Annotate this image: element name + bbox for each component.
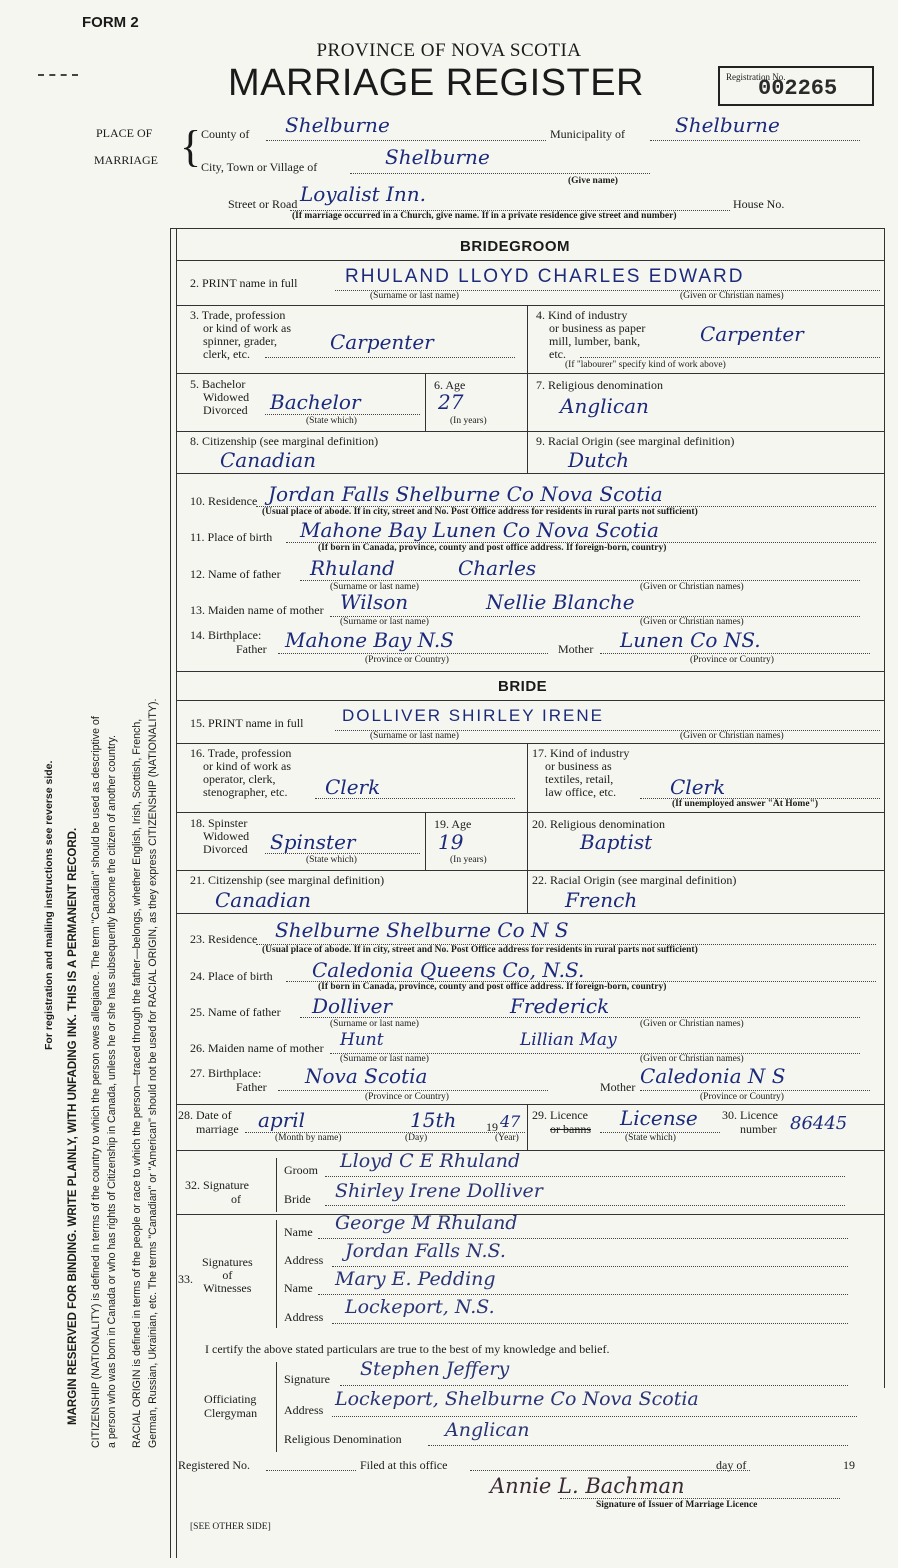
groom-mother-given-label: (Given or Christian names) [640,617,744,627]
groom-residence-value: Jordan Falls Shelburne Co Nova Scotia [268,482,663,506]
frame-right [884,228,885,1388]
witness2-address-line [332,1323,848,1324]
witness1-name-line [318,1238,848,1239]
bride-sig-label: Bride [284,1192,311,1206]
bride-status-note: (State which) [306,855,357,865]
t: 32. Signature [185,1178,249,1192]
t: 29. Licence [532,1108,588,1122]
clergy-address-label: Address [284,1403,324,1417]
bride-father-surname-label: (Surname or last name) [330,1019,419,1029]
rule [176,913,884,914]
bracket [276,1220,277,1328]
witness1-address: Jordan Falls N.S. [345,1240,506,1262]
groom-industry-value: Carpenter [700,322,804,346]
rule [176,743,884,744]
rule [176,305,884,306]
bride-age-value: 19 [438,830,464,854]
rule [176,1150,884,1151]
groom-given-label: (Given or Christian names) [680,291,784,301]
bride-mother-given: Lillian May [520,1030,617,1050]
bride-citizenship-value: Canadian [215,888,312,912]
groom-mother-label: 13. Maiden name of mother [190,603,324,617]
bride-father-bp-note: (Province or Country) [365,1092,449,1102]
groom-racial-label: 9. Racial Origin (see marginal definition) [536,434,735,448]
witness2-name-label: Name [284,1281,313,1295]
groom-industry-note: (If "labourer" specify kind of work above) [565,360,726,370]
clergy-label [204,1392,257,1420]
county-label: County of [201,127,250,141]
registered-no-line [266,1470,356,1471]
bride-birthplace-note: (If born in Canada, province, county and post office address. If foreign-born, country) [318,982,667,992]
bride-name-value: DOLLIVER SHIRLEY IRENE [342,706,604,725]
groom-father-surname: Rhuland [310,556,395,580]
bride-father-bp-value: Nova Scotia [305,1064,428,1088]
bride-father-surname: Dolliver [312,994,392,1018]
groom-trade-line [265,357,515,358]
bride-racial-label: 22. Racial Origin (see marginal definition) [532,873,737,887]
bride-father-given-label: (Given or Christian names) [640,1019,744,1029]
t: 5. Bachelor [190,377,246,391]
bracket [276,1362,277,1452]
groom-birthplace-value: Mahone Bay Lunen Co Nova Scotia [300,518,659,542]
give-name-note: (Give name) [568,176,618,186]
bride-age-label: 19. Age [434,817,472,831]
groom-mother-given: Nellie Blanche [486,590,635,614]
col-divider [425,812,426,870]
marriage-month: april [258,1108,306,1132]
bride-birthplace-parents-label: 27. Birthplace: [190,1066,262,1080]
t: Officiating [204,1392,257,1406]
clergy-sig-label: Signature [284,1372,330,1386]
groom-father-surname-label: (Surname or last name) [330,582,419,592]
t: 17. Kind of industry [532,746,630,760]
witness2-name: Mary E. Pedding [335,1268,496,1290]
bride-religion-label: 20. Religious denomination [532,817,665,831]
rule [176,260,884,261]
street-note: (If marriage occurred in a Church, give name. If in a private residence give street and number) [292,211,677,221]
t: Divorced [203,403,248,417]
registered-no-label: Registered No. [178,1458,250,1472]
groom-industry-label [536,309,645,361]
bride-residence-value: Shelburne Shelburne Co N S [275,918,569,942]
bride-citizenship-label: 21. Citizenship (see marginal definition) [190,873,385,887]
county-value: Shelburne [285,113,390,137]
issuer-signature: Annie L. Bachman [490,1474,685,1498]
bride-industry-value: Clerk [670,775,726,799]
t: operator, clerk, [203,772,276,786]
t: Widowed [203,390,250,404]
bride-religion-value: Baptist [580,830,653,854]
margin-line-4: a person who was born in Canada or who has rights of Citizenship in Canada, unless he or she has subsequently become the citizen of another country. [106,735,118,1448]
margin-line-2: MARGIN RESERVED FOR BINDING. WRITE PLAINLY, WITH UNFADING INK. THIS IS A PERMANENT RECORD. [67,827,79,1425]
margin-line-6: German, Russian, Ukrainian, etc. The terms "Canadian" or "American" should not be used for RACIAL ORIGIN, as they express CITIZENSHIP (NATIONALITY). [147,698,159,1448]
rule [176,1104,884,1105]
groom-name-value: RHULAND LLOYD CHARLES EDWARD [345,266,745,287]
witness1-address-label: Address [284,1253,324,1267]
rule [176,373,884,374]
groom-name-label [190,276,297,291]
form-number: FORM 2 [82,14,139,31]
frame-left [170,228,171,1558]
frame-left-inner [176,228,177,1558]
groom-father-label: 12. Name of father [190,567,281,581]
place-brace: { [180,122,202,171]
groom-industry-line [580,357,880,358]
municipality-value: Shelburne [675,113,780,137]
day-label: (Day) [405,1133,428,1143]
t: textiles, retail, [545,772,614,786]
groom-age-value: 27 [438,390,464,414]
groom-father-given: Charles [458,556,537,580]
t: mill, lumber, bank, [549,334,641,348]
street-value: Loyalist Inn. [300,182,427,206]
bride-mother-bp-line [640,1090,870,1091]
margin-mark [38,74,78,76]
issuer-label: Signature of Issuer of Marriage Licence [596,1500,758,1510]
place-label-1: PLACE OF [96,126,153,140]
groom-father-bp-value: Mahone Bay N.S [285,628,454,652]
groom-mother-bp-label: Mother [558,642,594,656]
t: of [222,1268,233,1282]
groom-father-bp-label: Father [236,642,267,656]
bride-mother-surname: Hunt [340,1030,384,1050]
certify-statement: I certify the above stated particulars are true to the best of my knowledge and belief. [205,1342,610,1356]
bride-mother-label: 26. Maiden name of mother [190,1041,324,1055]
t: marriage [196,1122,239,1136]
groom-sig-label: Groom [284,1163,318,1177]
witness1-address-line [332,1266,848,1267]
witness1-name: George M Rhuland [335,1212,518,1234]
t: Widowed [203,829,250,843]
bride-mother-given-label: (Given or Christian names) [640,1054,744,1064]
bridegroom-heading: BRIDEGROOM [460,238,570,255]
groom-father-line [300,580,860,581]
bride-industry-label [532,747,629,799]
t: 16. Trade, profession [190,746,292,760]
month-label: (Month by name) [275,1133,342,1143]
groom-trade-value: Carpenter [330,330,434,354]
bride-mother-bp-label: Mother [600,1080,636,1094]
groom-mother-bp-line [600,653,870,654]
col-divider [425,373,426,431]
bride-mother-bp-value: Caledonia N S [640,1064,786,1088]
t: etc. [549,347,566,361]
margin-line-1: For registration and mailing instructions see reverse side. [43,760,55,1050]
bride-trade-label [190,747,291,799]
clergy-religion-label: Religious Denomination [284,1432,402,1446]
bride-mother-bp-note: (Province or Country) [700,1092,784,1102]
rule [176,671,884,672]
groom-mother-bp-note: (Province or Country) [690,655,774,665]
province-heading: PROVINCE OF NOVA SCOTIA [316,40,582,61]
bride-residence-note: (Usual place of abode. If in city, street and No. Post Office address for residents in rural parts not sufficient) [262,945,698,955]
clergy-religion-line [428,1445,848,1446]
bride-mother-surname-label: (Surname or last name) [340,1054,429,1064]
licence-number-value: 86445 [790,1113,848,1134]
groom-age-label: 6. Age [434,378,466,392]
groom-signature: Lloyd C E Rhuland [340,1150,521,1172]
house-label: House No. [733,197,785,211]
issuer-line [560,1498,840,1499]
groom-father-bp-line [278,653,548,654]
bride-father-bp-line [278,1090,548,1091]
t: or kind of work as [203,759,291,773]
witness-label [202,1256,253,1295]
licence-value: License [620,1106,698,1130]
t: 4. Kind of industry [536,308,628,322]
groom-residence-label: 10. Residence [190,494,258,508]
witness2-address-label: Address [284,1310,324,1324]
marriage-year: 47 [500,1112,521,1131]
city-line [350,173,650,174]
bride-trade-value: Clerk [325,775,381,799]
t: Clergyman [204,1406,258,1420]
bride-father-bp-label: Father [236,1080,267,1094]
filed-label: Filed at this office [360,1458,448,1472]
col-divider [527,743,528,913]
municipality-line [650,140,860,141]
rule [176,473,884,474]
groom-status-value: Bachelor [270,390,361,414]
col-divider [527,1104,528,1150]
margin-line-3: CITIZENSHIP (NATIONALITY) is defined in terms of the country to which the person owes allegiance. The term "Canadian" should be used as descriptive of [90,716,102,1448]
bride-heading: BRIDE [498,678,548,695]
rule [176,700,884,701]
groom-age-note: (In years) [450,416,487,426]
t: 18. Spinster [190,816,248,830]
bride-age-note: (In years) [450,855,487,865]
day-of-label: day of [716,1458,747,1472]
bride-status-label [190,817,249,856]
rule [176,1214,884,1215]
bride-status-value: Spinster [270,830,356,854]
t: spinner, grader, [203,334,278,348]
t: 30. Licence [722,1108,778,1122]
bride-residence-label: 23. Residence [190,932,258,946]
groom-father-bp-note: (Province or Country) [365,655,449,665]
groom-citizenship-label: 8. Citizenship (see marginal definition) [190,434,379,448]
registration-number: 002265 [758,76,838,101]
t: 28. Date of [178,1108,232,1122]
rule [176,870,884,871]
signature-label [185,1178,249,1206]
city-value: Shelburne [385,145,490,169]
place-label-2: MARRIAGE [94,153,159,167]
year-label: (Year) [495,1133,519,1143]
groom-sig-line [325,1176,845,1177]
t: or business as [545,759,612,773]
footer-year-label: 19 [843,1458,855,1472]
t: stenographer, etc. [203,785,288,799]
witness2-name-line [318,1294,848,1295]
clergy-religion: Anglican [445,1419,530,1441]
groom-mother-surname-label: (Surname or last name) [340,617,429,627]
groom-status-note: (State which) [306,416,357,426]
bride-birthplace-label: 24. Place of birth [190,969,273,983]
licence-label [532,1108,591,1136]
municipality-label: Municipality of [550,127,625,141]
filed-line [470,1470,750,1471]
clergy-address: Lockeport, Shelburne Co Nova Scotia [335,1388,699,1410]
t: law office, etc. [545,785,617,799]
t: number [740,1122,777,1136]
registration-box [718,66,874,106]
witness-number: 33. [178,1272,193,1286]
clergy-address-line [332,1416,857,1417]
t: clerk, etc. [203,347,250,361]
bride-sig-line [325,1205,845,1206]
see-other-side: [SEE OTHER SIDE] [190,1522,271,1532]
witness2-address: Lockeport, N.S. [345,1296,495,1318]
bracket [276,1158,277,1212]
registration-label: Registration No. [726,72,786,82]
groom-status-line [265,414,420,415]
rule [176,431,884,432]
marriage-year-prefix: 19 [486,1120,498,1134]
bride-father-label: 25. Name of father [190,1005,281,1019]
groom-racial-value: Dutch [568,448,630,472]
t: 3. Trade, profession [190,308,286,322]
bride-racial-value: French [565,888,638,912]
groom-name-label-text: 2. PRINT name in full [190,276,298,290]
t: Witnesses [203,1281,252,1295]
t: or business as paper [549,321,646,335]
county-line [266,140,546,141]
groom-birthplace-label: 11. Place of birth [190,530,273,544]
col-divider [527,305,528,473]
street-label: Street or Road [228,197,298,211]
city-label: City, Town or Village of [201,160,318,174]
groom-mother-bp-value: Lunen Co NS. [620,628,761,652]
rule [176,812,884,813]
groom-birthplace-parents-label: 14. Birthplace: [190,628,262,642]
margin-line-5: RACIAL ORIGIN is defined in terms of the people or race to which the person—traced through the father—belongs, whether English, Irish, Scottish, French, [131,718,143,1448]
groom-trade-label [190,309,291,361]
groom-religion-value: Anglican [560,394,649,418]
bride-father-given: Frederick [510,994,610,1018]
t: or kind of work as [203,321,291,335]
document-title: MARRIAGE REGISTER [228,62,644,104]
bride-name-label: 15. PRINT name in full [190,716,304,730]
bride-given-label: (Given or Christian names) [680,731,784,741]
bride-signature: Shirley Irene Dolliver [335,1180,543,1202]
groom-mother-surname: Wilson [340,590,409,614]
frame-top [170,228,884,229]
clergy-sig-line [340,1385,848,1386]
bride-industry-note: (If unemployed answer "At Home") [672,799,819,809]
groom-religion-label: 7. Religious denomination [536,378,663,392]
witness1-name-label: Name [284,1225,313,1239]
t: Signatures [202,1255,253,1269]
groom-citizenship-value: Canadian [220,448,317,472]
licence-number-label [722,1108,778,1136]
t: of [231,1192,241,1206]
groom-birthplace-note: (If born in Canada, province, county and post office address. If foreign-born, country) [318,543,667,553]
groom-father-given-label: (Given or Christian names) [640,582,744,592]
licence-state-label: (State which) [625,1133,676,1143]
marriage-day: 15th [410,1108,457,1132]
bride-birthplace-value: Caledonia Queens Co, N.S. [312,958,585,982]
groom-status-label [190,378,249,417]
clergy-signature: Stephen Jeffery [360,1358,510,1380]
t: Divorced [203,842,248,856]
bride-surname-label: (Surname or last name) [370,731,459,741]
groom-surname-label: (Surname or last name) [370,291,459,301]
t: or banns [550,1122,591,1136]
marriage-date-label [178,1108,239,1136]
groom-residence-note: (Usual place of abode. If in city, street and No. Post Office address for residents in rural parts not sufficient) [262,507,698,517]
